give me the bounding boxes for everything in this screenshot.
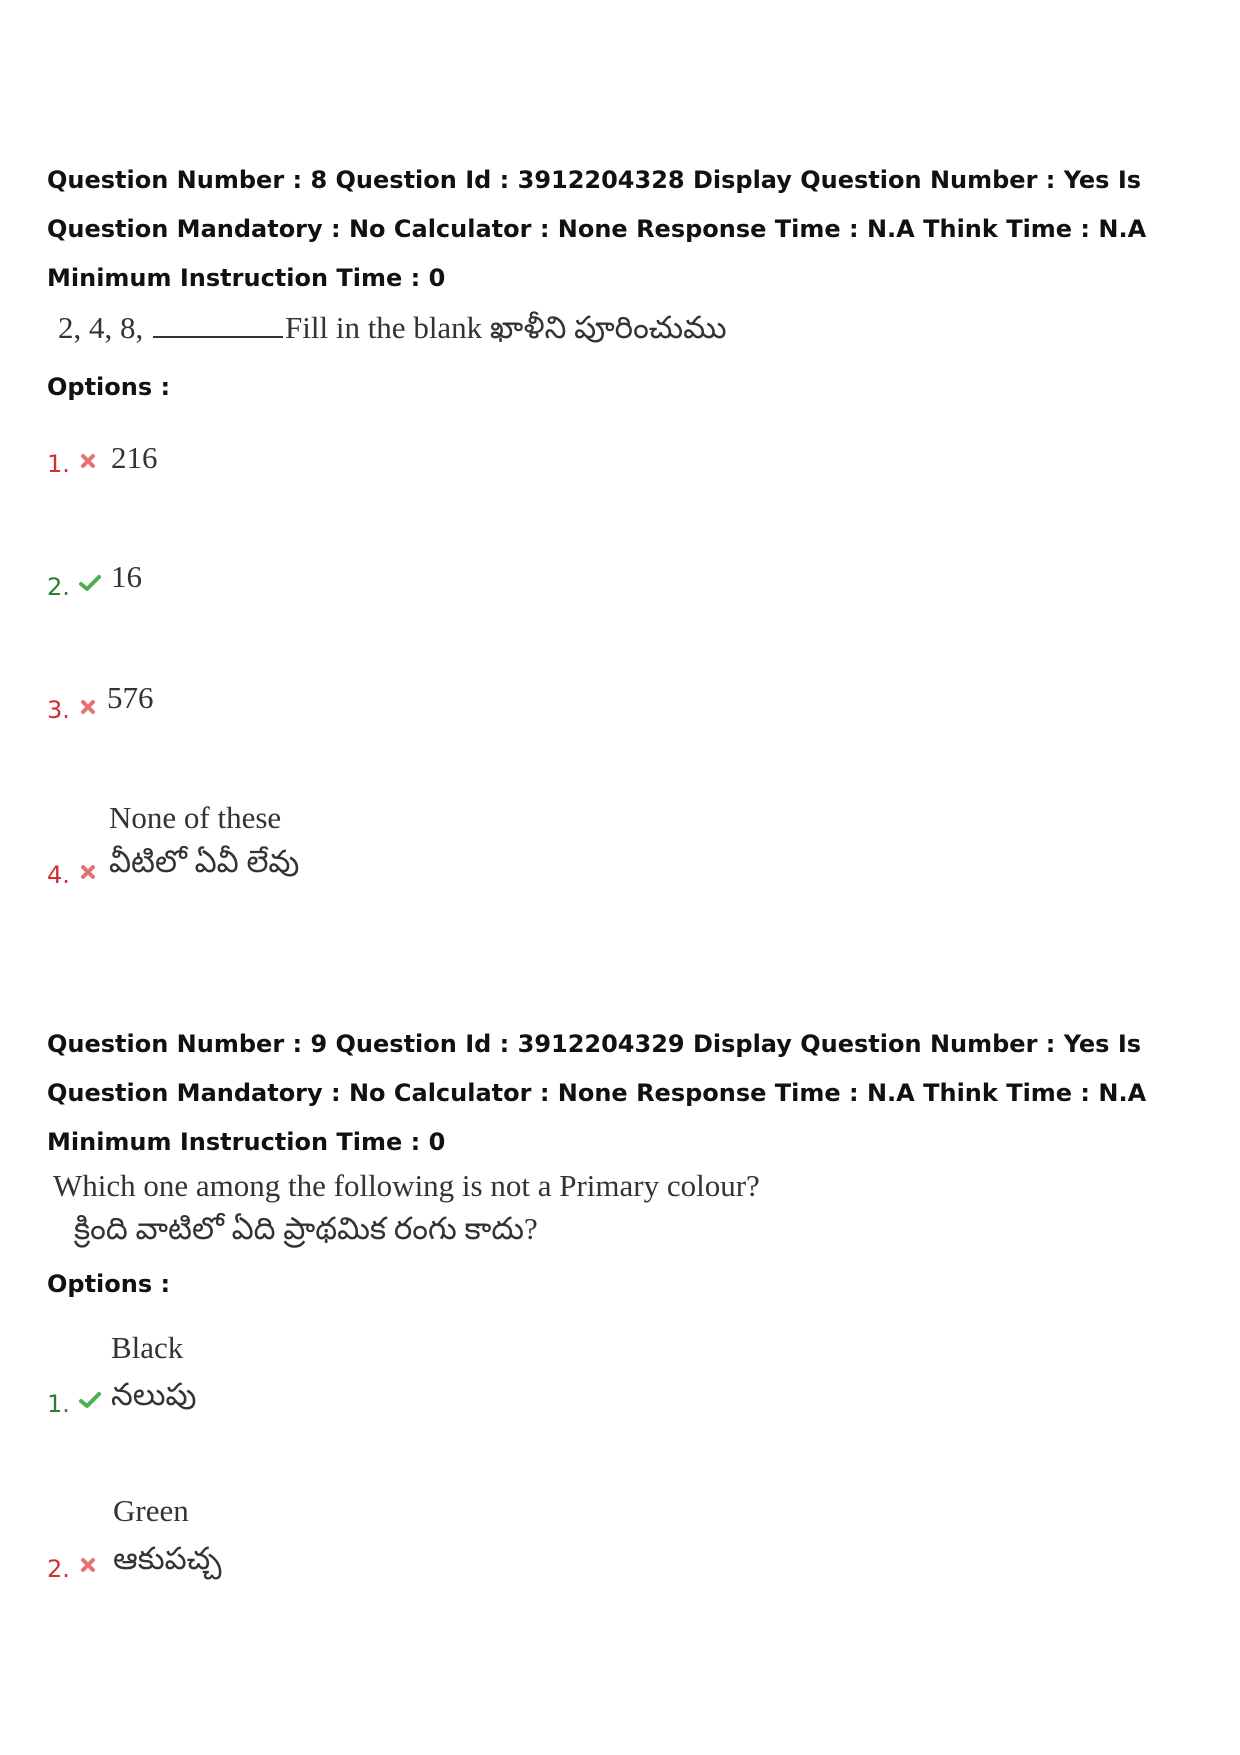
question-8-option-1	[47, 436, 747, 496]
question-9-stem-telugu: క్రింది వాటిలో ఏది ప్రాథమిక రంగు కాదు?	[74, 1211, 538, 1246]
question-9-options-label: Options :	[47, 1270, 171, 1298]
option-number: 1.	[47, 450, 70, 478]
option-text: 16	[111, 559, 142, 594]
question-8-option-4	[47, 796, 747, 896]
option-text-telugu: వీటిలో ఏవీ లేవు	[109, 844, 300, 879]
option-text: 576	[107, 680, 154, 715]
option-text-telugu: ఆకుపచ్చ	[113, 1541, 222, 1576]
question-8-stem	[58, 308, 727, 348]
option-text-telugu: నలుపు	[111, 1377, 197, 1412]
option-number: 2.	[47, 1555, 70, 1583]
option-number: 3.	[47, 696, 70, 724]
question-8-suffix: Fill in the blank ఖాళీని పూరించుము	[285, 310, 727, 345]
cross-icon	[78, 451, 98, 471]
cross-icon	[78, 697, 98, 717]
option-text: 216	[111, 440, 158, 475]
cross-icon	[78, 1555, 98, 1575]
question-9-stem-english: Which one among the following is not a Primary colour?	[53, 1168, 760, 1203]
cross-icon	[78, 862, 98, 882]
option-text-english: Black	[111, 1330, 184, 1365]
question-9-option-2	[47, 1489, 747, 1589]
option-number: 4.	[47, 861, 70, 889]
question-8-option-2	[47, 559, 747, 619]
question-9-meta: Question Number : 9 Question Id : 3912204329 Display Question Number : Yes Is Question Mandatory : No Calculator : None Response Time : N.A Think Time : N.A Minimum Instruction Time : 0	[47, 1030, 1147, 1156]
fill-blank-line	[153, 312, 283, 338]
option-number: 2.	[47, 573, 70, 601]
option-text-english: None of these	[109, 800, 282, 835]
question-8-options-label: Options :	[47, 373, 171, 401]
option-number: 1.	[47, 1390, 70, 1418]
option-text-english: Green	[113, 1493, 189, 1528]
check-icon	[78, 1390, 102, 1410]
question-8-option-3	[47, 682, 747, 742]
check-icon	[78, 573, 102, 593]
question-8-prefix: 2, 4, 8,	[58, 310, 144, 345]
question-8-meta: Question Number : 8 Question Id : 3912204328 Display Question Number : Yes Is Question Mandatory : No Calculator : None Response Time : N.A Think Time : N.A Minimum Instruction Time : 0	[47, 166, 1147, 292]
question-9-option-1	[47, 1326, 747, 1426]
